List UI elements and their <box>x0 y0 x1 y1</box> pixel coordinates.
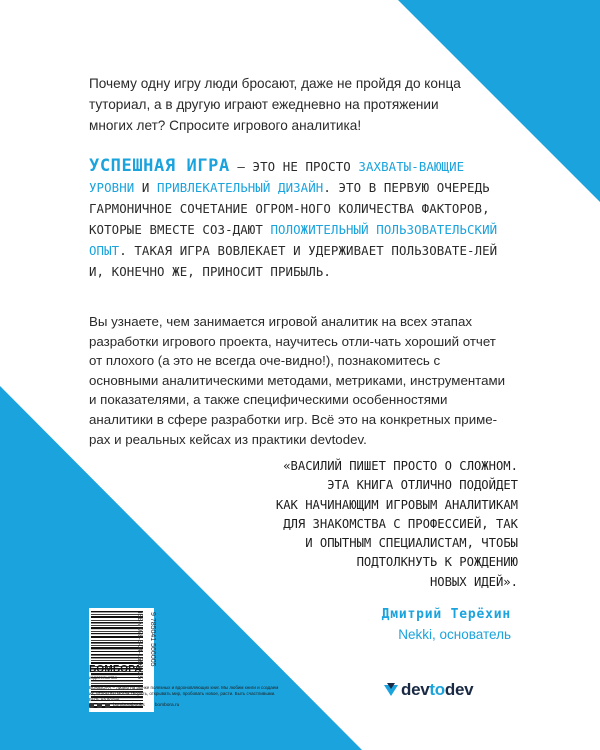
isbn-label: ISBN 978-5-04-156600-5 <box>136 612 142 680</box>
devtodev-mark-icon <box>384 683 398 697</box>
quote-author-name: Дмитрий Терёхин <box>381 607 511 622</box>
logo-part-dev-2: dev <box>444 680 474 699</box>
quote-author-role: Nekki, основатель <box>398 627 511 642</box>
social-icon <box>97 703 102 708</box>
highlight-paragraph <box>89 156 509 282</box>
testimonial-quote: «ВАСИЛИЙ ПИШЕТ ПРОСТО О СЛОЖНОМ. ЭТА КНИГА ОТЛИЧНО ПОДОЙДЕТ КАК НАЧИНАЮЩИМ ИГРОВЫМ АНАЛИТИКАМ ДЛЯ ЗНАКОМСТВА С ПРОФЕССИЕЙ, ТАК И ОПЫТНЫМ СПЕЦИАЛИСТАМ, ЧТОБЫ ПОДТОЛКНУТЬ К РОЖДЕНИЮ НОВЫХ ИДЕЙ». <box>275 459 518 589</box>
highlight-text-3: . ЭТО В ПЕРВУЮ ОЧЕРЕДЬ ГАРМОНИЧНОЕ СОЧЕТАНИЕ ОГРОМ-НОГО КОЛИЧЕСТВА ФАКТОРОВ, КОТОРЫЕ ВМЕСТЕ СОЗ-ДАЮТ <box>89 180 490 237</box>
publisher-links <box>89 703 179 708</box>
barcode-digits: 9 785041 566005 <box>149 612 156 667</box>
highlight-blue-3: ПОЛОЖИТЕЛЬНЫЙ ПОЛЬЗОВАТЕЛЬСКИЙ ОПЫТ <box>89 222 498 258</box>
social-icon <box>105 703 110 708</box>
intro-paragraph: Почему одну игру люди бросают, даже не пройдя до конца туториал, а в другую играют ежедневно на протяжении многих лет? Спросите игрового аналитика! <box>89 76 461 133</box>
publisher-logo: БОМБОРА <box>89 664 142 675</box>
highlight-blue-1: ЗАХВАТЫ-ВАЮЩИЕ УРОВНИ <box>89 159 465 195</box>
description-paragraph: Вы узнаете, чем занимается игровой аналитик на всех этапах разработки игрового проекта, научитесь отли-чать хороший отчет от плохого (а это не всегда оче-видно!), познакомитесь с основными аналитическими методами, метриками, инструментами и показателями, а также специфическими особенностями аналитики в сфере разработки игр. Всё это на конкретных приме-рах и реальных кейсах из практики devtodev. <box>89 314 506 447</box>
publisher-site-1[interactable]: bomborabooks <box>113 703 145 708</box>
publisher-tagline: БОМБОРА – лидер на рынке полезных и вдохновляющих книг. Мы любим книги и создаем их, чтобы вы могли творить, открывать мир, пробовать новое, расти. Быть счастливыми. Быть на волне. <box>89 685 279 702</box>
logo-part-dev: dev <box>401 680 430 699</box>
highlight-text-2: И <box>134 180 158 195</box>
highlight-text-4: . ТАКАЯ ИГРА ВОВЛЕКАЕТ И УДЕРЖИВАЕТ ПОЛЬЗОВАТЕ-ЛЕЙ И, КОНЕЧНО ЖЕ, ПРИНОСИТ ПРИБЫЛЬ. <box>89 243 498 279</box>
devtodev-logo <box>384 680 473 700</box>
publisher-subtitle: издательство <box>89 675 117 680</box>
social-icon <box>89 703 94 708</box>
highlight-text-1: – ЭТО НЕ ПРОСТО <box>229 159 359 174</box>
logo-part-to: to <box>429 680 445 699</box>
highlight-lead: УСПЕШНАЯ ИГРА <box>89 156 230 176</box>
publisher-site-2[interactable]: bombora.ru <box>154 703 180 708</box>
highlight-blue-2: ПРИВЛЕКАТЕЛЬНЫЙ ДИЗАЙН <box>157 180 324 195</box>
